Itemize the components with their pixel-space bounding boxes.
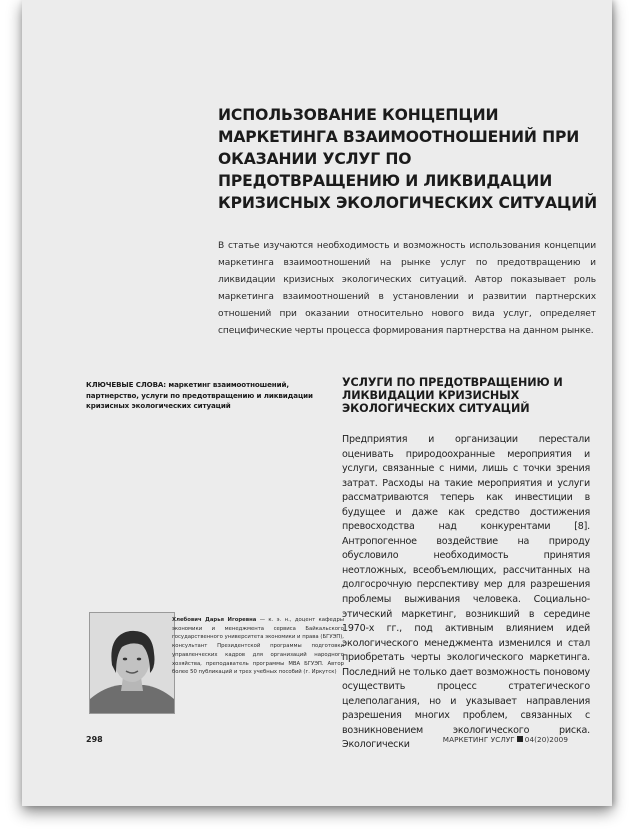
author-portrait-image <box>90 613 174 713</box>
author-bio <box>172 616 344 677</box>
article-abstract: В статье изучаются необходимость и возможность использования концепции маркетинга взаимоотношений на рынке услуг по предотвращению и ликвидации кризисных экологических ситуаций. Автор показывает роль маркетинга взаимоотношений в установлении и развитии партнерских отношений при оказании относительно нового вида услуг, определяет специфические черты процесса формирования партнерства на данном рынке. <box>218 241 596 337</box>
keywords <box>86 380 342 412</box>
keywords-label: КЛЮЧЕВЫЕ СЛОВА: <box>86 380 167 389</box>
issue-number: 04(20)2009 <box>524 735 568 744</box>
author-photo <box>89 612 175 714</box>
page-number: 298 <box>86 735 103 744</box>
journal-name: МАРКЕТИНГ УСЛУГ <box>442 735 515 744</box>
running-footer <box>443 735 568 744</box>
section-heading: УСЛУГИ ПО ПРЕДОТВРАЩЕНИЮ И ЛИКВИДАЦИИ КРИЗИСНЫХ ЭКОЛОГИЧЕСКИХ СИТУАЦИЙ <box>342 376 563 415</box>
square-separator-icon <box>517 736 523 742</box>
article-title: ИСПОЛЬЗОВАНИЕ КОНЦЕПЦИИ МАРКЕТИНГА ВЗАИМООТНОШЕНИЙ ПРИ ОКАЗАНИИ УСЛУГ ПО ПРЕДОТВРАЩЕНИЮ И ЛИКВИДАЦИИ КРИЗИСНЫХ ЭКОЛОГИЧЕСКИХ СИТУАЦИЙ <box>218 106 598 212</box>
author-bio-text: — к. э. н., доцент кафедры экономики и менеджмента сервиса Байкальского государственного университета экономики и права (БГУЭП), консультант Президентской программы подготовки управленческих кадров для организаций народного хозяйства, преподаватель программы MBA БГУЭП. Автор более 50 публикаций и трех учебных пособий (г. Иркутск) <box>172 617 344 676</box>
keywords-text: маркетинг взаимоотношений, партнерство, услуги по предотвращению и ликвидации кризисных экологических ситуаций <box>86 380 313 410</box>
author-name: Хлебович Дарья Игоревна <box>172 617 257 623</box>
article-body: Предприятия и организации перестали оценивать природоохранные мероприятия и услуги, связанные с ними, лишь с точки зрения затрат. Расходы на такие мероприятия и услуги рассматриваются теперь как инвестиции в будущее и даже как средство достижения превосходства над конкурентами [8]. Антропогенное воздействие на природу обусловило необходимость принятия неотложных, всеобъемлющих, рассчитанных на долгосрочную перспективу мер для разрешения проблемы выживания человека. Социально-этический маркетинг, возникший в середине 1970-х гг., под активным влиянием идей экологического менеджмента изменился и стал приобретать черты экологического маркетинга. Последний не только дает возможность поновому осуществить процесс стратегического целеполагания, но и указывает направления разрешения многих проблем, связанных с возникновением экологического риска. Экологически <box>342 434 590 751</box>
journal-page <box>22 0 612 806</box>
